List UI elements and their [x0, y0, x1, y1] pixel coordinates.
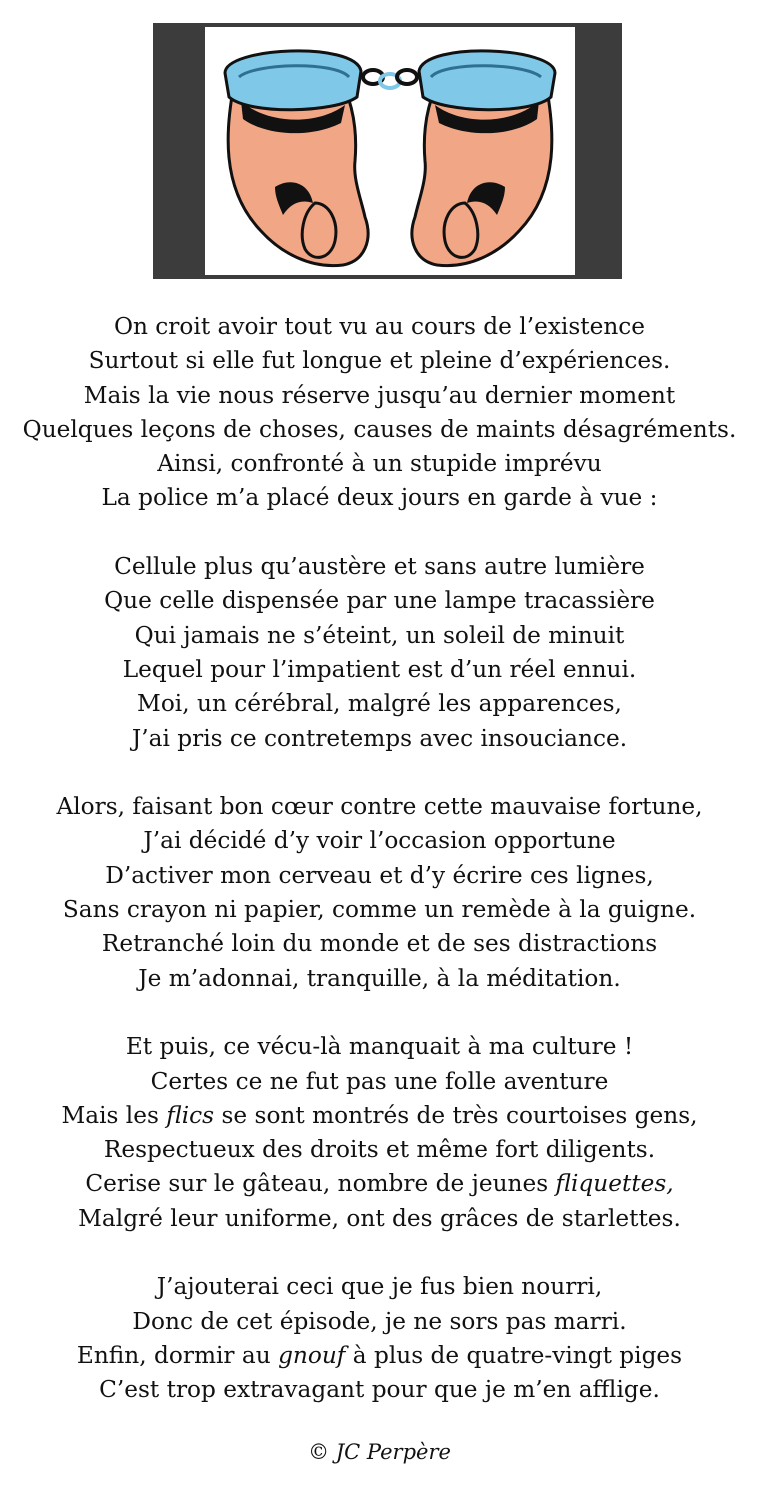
- line-text: se sont montrés de très courtoises gens,: [214, 1101, 698, 1129]
- poem-line: Retranché loin du monde et de ses distractions: [101, 930, 658, 958]
- poem-line: Mais la vie nous réserve jusqu’au dernier moment: [83, 381, 676, 409]
- handcuffed-hands-icon: [205, 27, 575, 275]
- line-text: Enfin, dormir au: [76, 1341, 279, 1369]
- poem-line: Qui jamais ne s’éteint, un soleil de minuit: [134, 621, 625, 649]
- poem-line: C’est trop extravagant pour que je m’en afflige.: [99, 1376, 660, 1404]
- left-thumb: [302, 203, 336, 257]
- poem-line: Respectueux des droits et même fort diligents.: [103, 1136, 656, 1164]
- poem-line: Sans crayon ni papier, comme un remède à la guigne.: [62, 896, 697, 924]
- poem-line: Que celle dispensée par une lampe tracassière: [104, 587, 655, 615]
- copyright-signature: © JC Perpère: [308, 1440, 451, 1464]
- poem-line: Alors, faisant bon cœur contre cette mauvaise fortune,: [56, 793, 703, 821]
- poem-line: Certes ce ne fut pas une folle aventure: [150, 1067, 609, 1095]
- right-cuff: [419, 51, 555, 110]
- stanza: [0, 1030, 759, 1236]
- poem-line: J’ajouterai ceci que je fus bien nourri,: [156, 1273, 603, 1301]
- poem-line: Lequel pour l’impatient est d’un réel ennui.: [122, 655, 637, 683]
- poem-line: J’ai décidé d’y voir l’occasion opportune: [143, 827, 616, 855]
- line-text: Mais les: [61, 1101, 167, 1129]
- stanza: [0, 790, 759, 996]
- poem-line: Quelques leçons de choses, causes de maints désagréments.: [22, 415, 737, 443]
- poem-line: Malgré leur uniforme, ont des grâces de starlettes.: [78, 1204, 681, 1232]
- line-text: Cerise sur le gâteau, nombre de jeunes: [85, 1170, 556, 1198]
- poem-line: Cellule plus qu’austère et sans autre lumière: [114, 553, 645, 581]
- illustration-panel: [205, 27, 575, 275]
- italic-word: flics: [166, 1101, 215, 1129]
- stanza: [0, 550, 759, 756]
- italic-word: fliquettes,: [555, 1170, 674, 1198]
- poem-line: D’activer mon cerveau et d’y écrire ces lignes,: [105, 861, 654, 889]
- stanza: [0, 1270, 759, 1407]
- poem-line: Donc de cet épisode, je ne sors pas marri.: [132, 1307, 627, 1335]
- poem: [0, 310, 759, 1442]
- line-text: à plus de quatre-vingt piges: [345, 1341, 683, 1369]
- right-thumb: [444, 203, 478, 257]
- poem-line: Et puis, ce vécu-là manquait à ma culture !: [125, 1033, 634, 1061]
- handcuffs-illustration: [153, 23, 622, 279]
- poem-line: Ainsi, confronté à un stupide imprévu: [157, 450, 602, 478]
- italic-word: gnouf: [278, 1341, 346, 1369]
- poem-line: Surtout si elle fut longue et pleine d’expériences.: [88, 347, 671, 375]
- poem-line: On croit avoir tout vu au cours de l’existence: [113, 313, 646, 340]
- poem-line: Moi, un cérébral, malgré les apparences,: [137, 690, 622, 718]
- stanza: [0, 310, 759, 516]
- poem-line: [0, 1099, 759, 1133]
- left-cuff: [225, 51, 361, 110]
- poem-line: J’ai pris ce contretemps avec insouciance.: [131, 724, 628, 752]
- poem-line: Je m’adonnai, tranquille, à la méditation.: [138, 964, 621, 992]
- poem-line: [0, 1339, 759, 1373]
- poem-line: La police m’a placé deux jours en garde à vue :: [101, 484, 658, 512]
- poem-line: [0, 1167, 759, 1201]
